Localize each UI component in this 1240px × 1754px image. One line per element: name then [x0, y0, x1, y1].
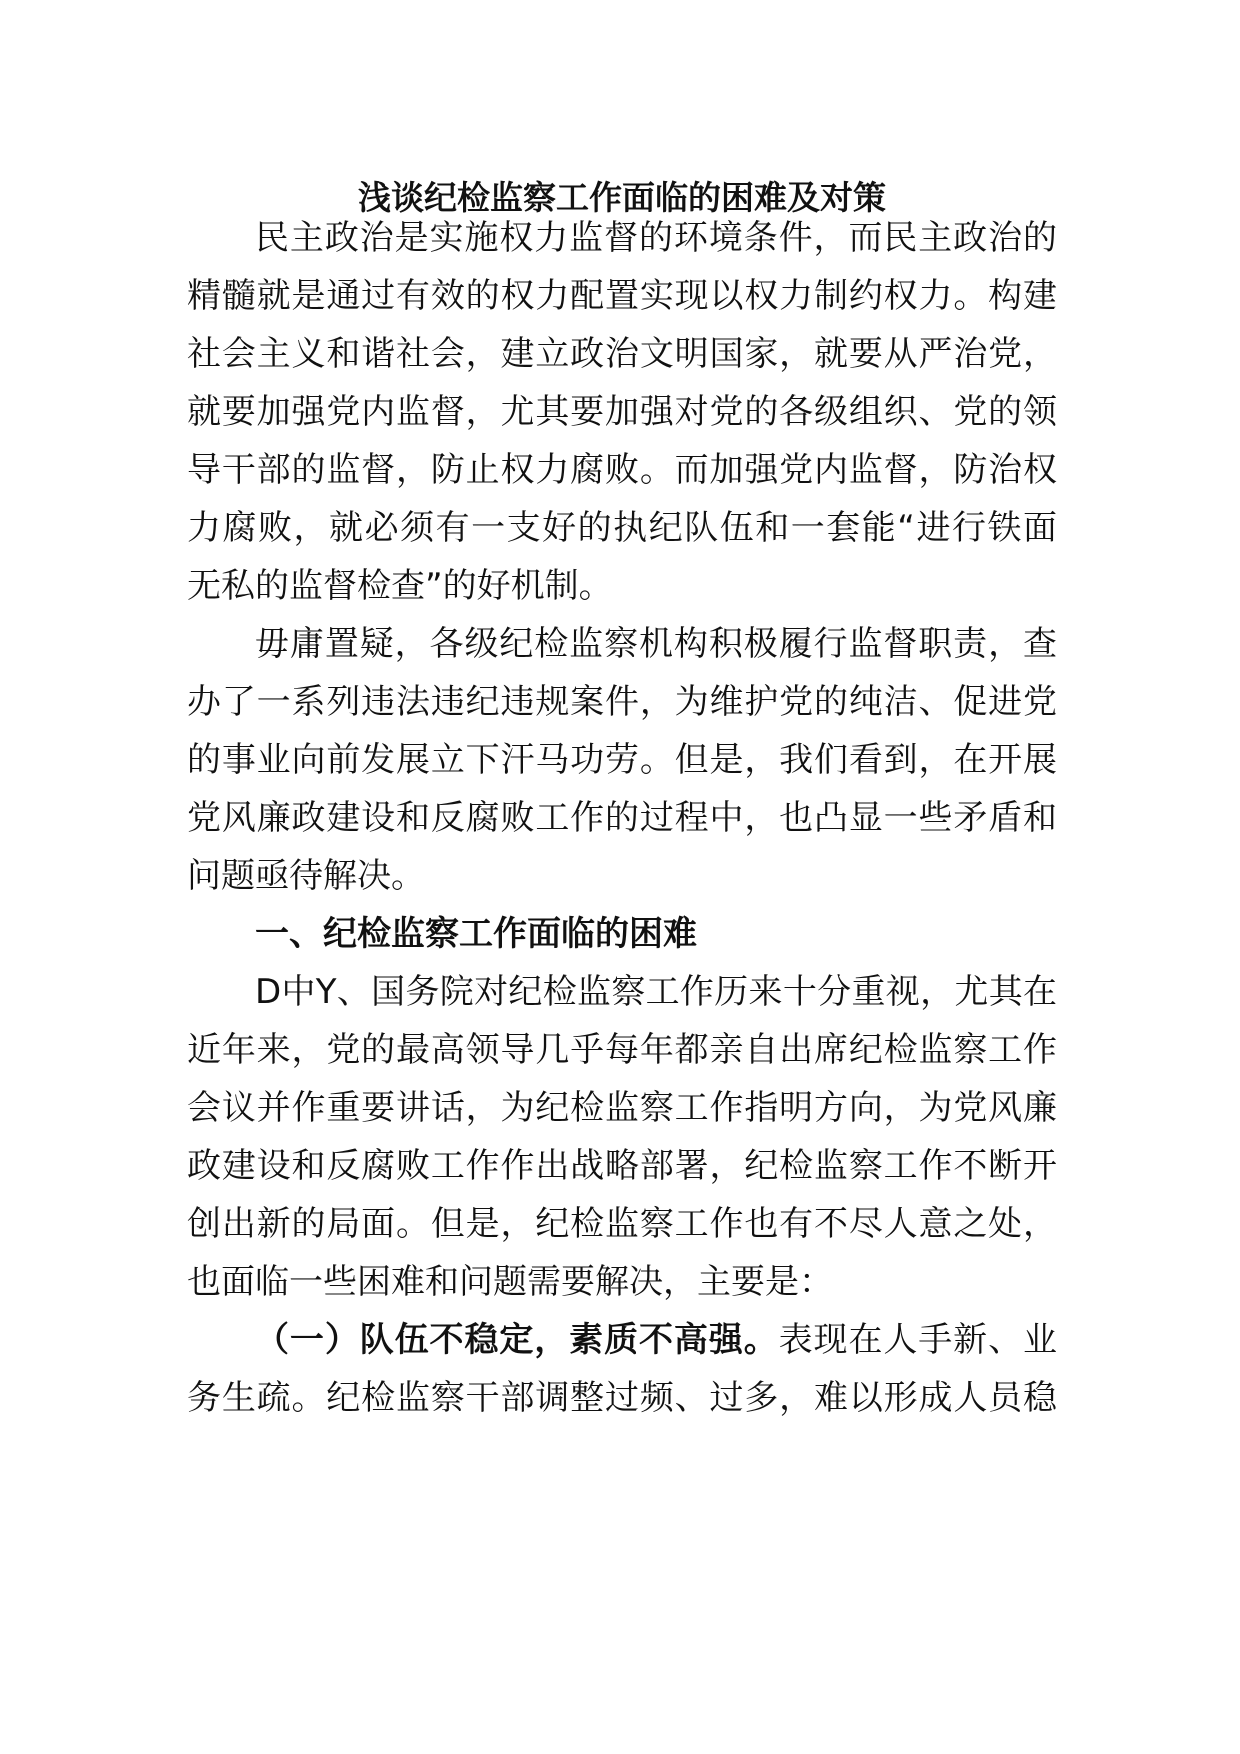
section-1-heading: 一、纪检监察工作面临的困难 — [255, 914, 697, 954]
subsection-1-label: （一）队伍不稳定，素质不高强。 — [255, 1320, 779, 1360]
subsection-1-first-line — [255, 1308, 1057, 1372]
paragraph-1-line: 导干部的监督，防止权力腐败。而加强党内监督，防治权 — [187, 450, 1057, 490]
paragraph-1-line: 精髓就是通过有效的权力配置实现以权力制约权力。构建 — [187, 276, 1057, 316]
paragraph-1-line: 民主政治是实施权力监督的环境条件，而民主政治的 — [255, 218, 1057, 258]
paragraph-2-line: 党风廉政建设和反腐败工作的过程中，也凸显一些矛盾和 — [187, 798, 1057, 838]
paragraph-2-line: 毋庸置疑，各级纪检监察机构积极履行监督职责，查 — [255, 624, 1057, 664]
paragraph-3-line: 近年来，党的最高领导几乎每年都亲自出席纪检监察工作 — [187, 1030, 1057, 1070]
paragraph-1-line: 就要加强党内监督，尤其要加强对党的各级组织、党的领 — [187, 392, 1057, 432]
paragraph-3-line: 政建设和反腐败工作作出战略部署，纪检监察工作不断开 — [187, 1146, 1057, 1186]
subsection-1-line: 务生疏。纪检监察干部调整过频、过多，难以形成人员稳 — [187, 1378, 1057, 1418]
paragraph-1-line: 社会主义和谐社会，建立政治文明国家，就要从严治党， — [187, 334, 1057, 374]
paragraph-2-line: 办了一系列违法违纪违规案件，为维护党的纯洁、促进党 — [187, 682, 1057, 722]
paragraph-1-line: 力腐败，就必须有一支好的执纪队伍和一套能“进行铁面 — [187, 508, 1057, 548]
paragraph-2-line: 问题亟待解决。 — [187, 856, 425, 896]
subsection-1-text: 表现在人手新、业 — [778, 1320, 1058, 1360]
document-title: 浅谈纪检监察工作面临的困难及对策 — [358, 178, 886, 217]
paragraph-3-line: 也面临一些困难和问题需要解决，主要是： — [187, 1262, 833, 1302]
paragraph-2-line: 的事业向前发展立下汗马功劳。但是，我们看到，在开展 — [187, 740, 1057, 780]
paragraph-3-line: D中Y、国务院对纪检监察工作历来十分重视，尤其在 — [255, 972, 1057, 1012]
paragraph-3-line: 创出新的局面。但是，纪检监察工作也有不尽人意之处， — [187, 1204, 1057, 1244]
paragraph-1-line: 无私的监督检查”的好机制。 — [187, 566, 613, 606]
paragraph-3-line: 会议并作重要讲话，为纪检监察工作指明方向，为党风廉 — [187, 1088, 1057, 1128]
